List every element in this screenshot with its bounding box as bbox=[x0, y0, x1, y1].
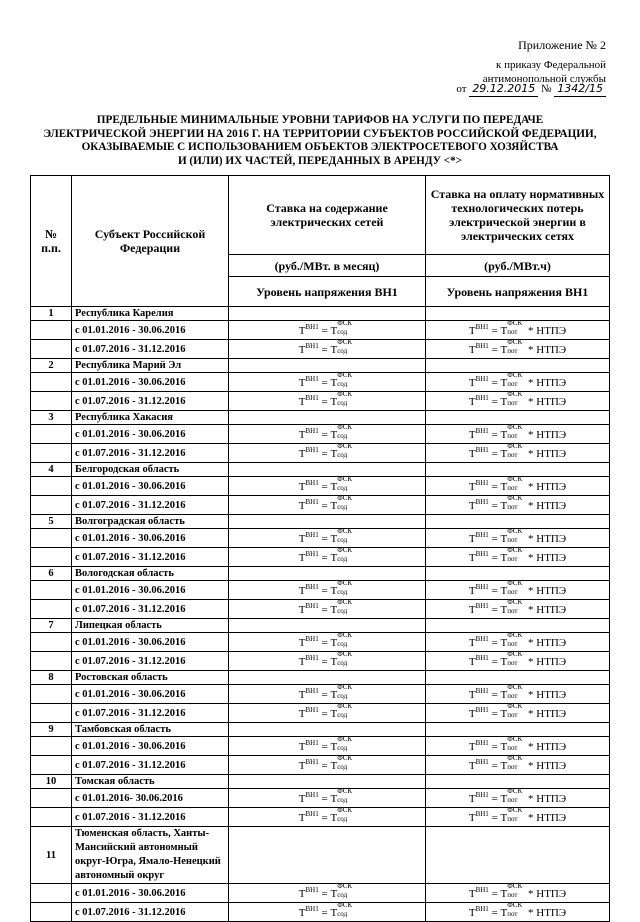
tariff-formula: $Т^{ВН1} = Т$ ФСК сод bbox=[298, 631, 353, 649]
empty-cell bbox=[31, 756, 72, 775]
period-row bbox=[31, 685, 610, 704]
loss-rate-cell bbox=[426, 789, 610, 808]
row-number: 11 bbox=[31, 827, 72, 884]
empty-cell bbox=[229, 359, 426, 373]
subject-name: Республика Хакасия bbox=[72, 411, 229, 425]
loss-rate-cell bbox=[426, 477, 610, 496]
table-row bbox=[31, 775, 610, 789]
number-label: № bbox=[541, 83, 552, 95]
period-row bbox=[31, 321, 610, 340]
title-line: И (ИЛИ) ИХ ЧАСТЕЙ, ПЕРЕДАННЫХ В АРЕНДУ <*> bbox=[177, 154, 463, 167]
maint-rate-cell bbox=[229, 685, 426, 704]
maint-rate-cell bbox=[229, 321, 426, 340]
period-row bbox=[31, 789, 610, 808]
period-row bbox=[31, 704, 610, 723]
period-row bbox=[31, 808, 610, 827]
period-label: с 01.07.2016 - 31.12.2016 bbox=[72, 652, 229, 671]
loss-rate-cell bbox=[426, 704, 610, 723]
table-row bbox=[31, 671, 610, 685]
tariff-formula: $Т^{ВН1} = Т$ ФСК пот * НТПЭ bbox=[468, 319, 567, 337]
maint-rate-cell bbox=[229, 633, 426, 652]
period-label: с 01.01.2016 - 30.06.2016 bbox=[72, 737, 229, 756]
maint-rate-cell bbox=[229, 496, 426, 515]
tariff-formula: $Т^{ВН1} = Т$ ФСК сод bbox=[298, 423, 353, 441]
empty-cell bbox=[31, 340, 72, 359]
tariff-formula: $Т^{ВН1} = Т$ ФСК пот * НТПЭ bbox=[468, 442, 567, 460]
unit-maint: (руб./МВт. в месяц) bbox=[229, 255, 426, 277]
maint-rate-cell bbox=[229, 444, 426, 463]
tariff-formula: $Т^{ВН1} = Т$ ФСК пот * НТПЭ bbox=[468, 735, 567, 753]
tariff-formula: $Т^{ВН1} = Т$ ФСК пот * НТПЭ bbox=[468, 683, 567, 701]
tariff-formula: $Т^{ВН1} = Т$ ФСК сод bbox=[298, 527, 353, 545]
period-label: с 01.01.2016 - 30.06.2016 bbox=[72, 373, 229, 392]
maint-rate-cell bbox=[229, 373, 426, 392]
row-number: 5 bbox=[31, 515, 72, 529]
period-label: с 01.01.2016 - 30.06.2016 bbox=[72, 321, 229, 340]
period-label: с 01.07.2016 - 31.12.2016 bbox=[72, 808, 229, 827]
period-row bbox=[31, 496, 610, 515]
maint-rate-cell bbox=[229, 789, 426, 808]
loss-rate-cell bbox=[426, 737, 610, 756]
table-row bbox=[31, 515, 610, 529]
tariff-formula: $Т^{ВН1} = Т$ ФСК пот * НТПЭ bbox=[468, 650, 567, 668]
col-header-subject: Субъект Российской Федерации bbox=[72, 176, 229, 307]
period-label: с 01.01.2016 - 30.06.2016 bbox=[72, 529, 229, 548]
tariff-formula: $Т^{ВН1} = Т$ ФСК сод bbox=[298, 579, 353, 597]
period-row bbox=[31, 548, 610, 567]
loss-rate-cell bbox=[426, 340, 610, 359]
tariff-formula: $Т^{ВН1} = Т$ ФСК сод bbox=[298, 650, 353, 668]
period-label: с 01.07.2016 - 31.12.2016 bbox=[72, 496, 229, 515]
col-header-rate-loss: Ставка на оплату нормативных технологических потерь электрической энергии в электрических сетях bbox=[426, 176, 610, 255]
period-label: с 01.07.2016 - 31.12.2016 bbox=[72, 600, 229, 619]
loss-rate-cell bbox=[426, 529, 610, 548]
empty-cell bbox=[31, 444, 72, 463]
row-number: 7 bbox=[31, 619, 72, 633]
loss-rate-cell bbox=[426, 685, 610, 704]
tariff-formula: $Т^{ВН1} = Т$ ФСК сод bbox=[298, 475, 353, 493]
tariff-formula: $Т^{ВН1} = Т$ ФСК пот * НТПЭ bbox=[468, 423, 567, 441]
period-row bbox=[31, 884, 610, 903]
row-number: 9 bbox=[31, 723, 72, 737]
period-row bbox=[31, 340, 610, 359]
loss-rate-cell bbox=[426, 633, 610, 652]
empty-cell bbox=[31, 581, 72, 600]
loss-rate-cell bbox=[426, 600, 610, 619]
empty-cell bbox=[31, 321, 72, 340]
empty-cell bbox=[229, 411, 426, 425]
title-line: ЭЛЕКТРИЧЕСКОЙ ЭНЕРГИИ НА 2016 Г. НА ТЕРРИТОРИИ СУБЪЕКТОВ РОССИЙСКОЙ ФЕДЕРАЦИИ, bbox=[43, 127, 597, 140]
empty-cell bbox=[31, 789, 72, 808]
maint-rate-cell bbox=[229, 737, 426, 756]
loss-rate-cell bbox=[426, 548, 610, 567]
table-row bbox=[31, 723, 610, 737]
tariff-formula: $Т^{ВН1} = Т$ ФСК сод bbox=[298, 390, 353, 408]
empty-cell bbox=[31, 496, 72, 515]
tariff-formula: $Т^{ВН1} = Т$ ФСК пот * НТПЭ bbox=[468, 702, 567, 720]
subject-name: Томская область bbox=[72, 775, 229, 789]
tariff-formula: $Т^{ВН1} = Т$ ФСК сод bbox=[298, 806, 353, 824]
subject-name: Тамбовская область bbox=[72, 723, 229, 737]
period-label: с 01.07.2016 - 31.12.2016 bbox=[72, 548, 229, 567]
subject-name: Ростовская область bbox=[72, 671, 229, 685]
maint-rate-cell bbox=[229, 704, 426, 723]
table-row bbox=[31, 827, 610, 884]
period-row bbox=[31, 581, 610, 600]
tariff-formula: $Т^{ВН1} = Т$ ФСК пот * НТПЭ bbox=[468, 338, 567, 356]
empty-cell bbox=[31, 600, 72, 619]
subject-name: Вологодская область bbox=[72, 567, 229, 581]
empty-cell bbox=[229, 723, 426, 737]
table-row bbox=[31, 307, 610, 321]
tariff-table bbox=[30, 175, 610, 922]
tariff-formula: $Т^{ВН1} = Т$ ФСК пот * НТПЭ bbox=[468, 787, 567, 805]
table-row bbox=[31, 463, 610, 477]
maint-rate-cell bbox=[229, 581, 426, 600]
empty-cell bbox=[229, 307, 426, 321]
period-row bbox=[31, 392, 610, 411]
loss-rate-cell bbox=[426, 884, 610, 903]
tariff-formula: $Т^{ВН1} = Т$ ФСК пот * НТПЭ bbox=[468, 527, 567, 545]
row-number: 3 bbox=[31, 411, 72, 425]
period-label: с 01.01.2016 - 30.06.2016 bbox=[72, 633, 229, 652]
empty-cell bbox=[229, 671, 426, 685]
unit-loss: (руб./МВт.ч) bbox=[426, 255, 610, 277]
loss-rate-cell bbox=[426, 321, 610, 340]
empty-cell bbox=[31, 884, 72, 903]
period-label: с 01.07.2016 - 31.12.2016 bbox=[72, 903, 229, 922]
tariff-formula: $Т^{ВН1} = Т$ ФСК пот * НТПЭ bbox=[468, 390, 567, 408]
maint-rate-cell bbox=[229, 477, 426, 496]
empty-cell bbox=[31, 652, 72, 671]
tariff-formula: $Т^{ВН1} = Т$ ФСК сод bbox=[298, 901, 353, 919]
period-label: с 01.07.2016 - 31.12.2016 bbox=[72, 444, 229, 463]
subject-name: Липецкая область bbox=[72, 619, 229, 633]
row-number: 1 bbox=[31, 307, 72, 321]
subject-name: Белгородская область bbox=[72, 463, 229, 477]
tariff-formula: $Т^{ВН1} = Т$ ФСК сод bbox=[298, 442, 353, 460]
voltage-maint: Уровень напряжения ВН1 bbox=[229, 277, 426, 307]
period-label: с 01.01.2016 - 30.06.2016 bbox=[72, 477, 229, 496]
period-label: с 01.07.2016 - 31.12.2016 bbox=[72, 756, 229, 775]
subject-name: Республика Марий Эл bbox=[72, 359, 229, 373]
tariff-formula: $Т^{ВН1} = Т$ ФСК пот * НТПЭ bbox=[468, 494, 567, 512]
tariff-formula: $Т^{ВН1} = Т$ ФСК пот * НТПЭ bbox=[468, 806, 567, 824]
empty-cell bbox=[31, 425, 72, 444]
loss-rate-cell bbox=[426, 373, 610, 392]
tariff-formula: $Т^{ВН1} = Т$ ФСК пот * НТПЭ bbox=[468, 579, 567, 597]
tariff-formula: $Т^{ВН1} = Т$ ФСК пот * НТПЭ bbox=[468, 546, 567, 564]
empty-cell bbox=[229, 567, 426, 581]
tariff-formula: $Т^{ВН1} = Т$ ФСК сод bbox=[298, 683, 353, 701]
order-date: 29.12.2015 bbox=[469, 82, 538, 97]
tariff-formula: $Т^{ВН1} = Т$ ФСК сод bbox=[298, 598, 353, 616]
period-row bbox=[31, 903, 610, 922]
order-line-2: антимонопольной службы bbox=[482, 73, 606, 85]
loss-rate-cell bbox=[426, 496, 610, 515]
row-number: 4 bbox=[31, 463, 72, 477]
maint-rate-cell bbox=[229, 808, 426, 827]
tariff-formula: $Т^{ВН1} = Т$ ФСК пот * НТПЭ bbox=[468, 901, 567, 919]
tariff-formula: $Т^{ВН1} = Т$ ФСК пот * НТПЭ bbox=[468, 371, 567, 389]
tariff-formula: $Т^{ВН1} = Т$ ФСК пот * НТПЭ bbox=[468, 754, 567, 772]
period-row bbox=[31, 477, 610, 496]
subject-name: Волгоградская область bbox=[72, 515, 229, 529]
loss-rate-cell bbox=[426, 756, 610, 775]
order-number: 1342/15 bbox=[554, 82, 606, 97]
period-row bbox=[31, 529, 610, 548]
subject-name: Республика Карелия bbox=[72, 307, 229, 321]
loss-rate-cell bbox=[426, 392, 610, 411]
table-body bbox=[31, 307, 610, 922]
tariff-formula: $Т^{ВН1} = Т$ ФСК сод bbox=[298, 319, 353, 337]
period-label: с 01.07.2016 - 31.12.2016 bbox=[72, 704, 229, 723]
empty-cell bbox=[31, 808, 72, 827]
period-label: с 01.07.2016 - 31.12.2016 bbox=[72, 340, 229, 359]
tariff-formula: $Т^{ВН1} = Т$ ФСК пот * НТПЭ bbox=[468, 882, 567, 900]
loss-rate-cell bbox=[426, 425, 610, 444]
tariff-formula: $Т^{ВН1} = Т$ ФСК пот * НТПЭ bbox=[468, 631, 567, 649]
empty-cell bbox=[229, 775, 426, 789]
empty-cell bbox=[229, 515, 426, 529]
tariff-formula: $Т^{ВН1} = Т$ ФСК сод bbox=[298, 754, 353, 772]
tariff-formula: $Т^{ВН1} = Т$ ФСК пот * НТПЭ bbox=[468, 475, 567, 493]
table-row bbox=[31, 567, 610, 581]
period-row bbox=[31, 633, 610, 652]
from-label: от bbox=[456, 83, 467, 95]
period-row bbox=[31, 444, 610, 463]
tariff-formula: $Т^{ВН1} = Т$ ФСК сод bbox=[298, 494, 353, 512]
period-label: с 01.01.2016 - 30.06.2016 bbox=[72, 884, 229, 903]
period-row bbox=[31, 652, 610, 671]
loss-rate-cell bbox=[426, 903, 610, 922]
empty-cell bbox=[31, 477, 72, 496]
empty-cell bbox=[229, 827, 426, 884]
period-label: с 01.01.2016- 30.06.2016 bbox=[72, 789, 229, 808]
empty-cell bbox=[31, 903, 72, 922]
document-title bbox=[40, 114, 600, 168]
table-row bbox=[31, 619, 610, 633]
col-header-no: № п.п. bbox=[31, 176, 72, 307]
loss-rate-cell bbox=[426, 581, 610, 600]
tariff-formula: $Т^{ВН1} = Т$ ФСК сод bbox=[298, 546, 353, 564]
maint-rate-cell bbox=[229, 340, 426, 359]
period-row bbox=[31, 373, 610, 392]
empty-cell bbox=[31, 633, 72, 652]
period-label: с 01.01.2016 - 30.06.2016 bbox=[72, 581, 229, 600]
loss-rate-cell bbox=[426, 652, 610, 671]
maint-rate-cell bbox=[229, 903, 426, 922]
period-row bbox=[31, 600, 610, 619]
row-number: 8 bbox=[31, 671, 72, 685]
empty-cell bbox=[31, 548, 72, 567]
row-number: 2 bbox=[31, 359, 72, 373]
maint-rate-cell bbox=[229, 529, 426, 548]
tariff-formula: $Т^{ВН1} = Т$ ФСК пот * НТПЭ bbox=[468, 598, 567, 616]
period-label: с 01.01.2016 - 30.06.2016 bbox=[72, 425, 229, 444]
row-number: 10 bbox=[31, 775, 72, 789]
maint-rate-cell bbox=[229, 392, 426, 411]
title-line: ОКАЗЫВАЕМЫЕ С ИСПОЛЬЗОВАНИЕМ ОБЪЕКТОВ ЭЛЕКТРОСЕТЕВОГО ХОЗЯЙСТВА bbox=[81, 141, 559, 153]
period-label: с 01.01.2016 - 30.06.2016 bbox=[72, 685, 229, 704]
empty-cell bbox=[229, 463, 426, 477]
maint-rate-cell bbox=[229, 425, 426, 444]
appendix-number: Приложение № 2 bbox=[518, 38, 606, 52]
empty-cell bbox=[229, 619, 426, 633]
tariff-formula: $Т^{ВН1} = Т$ ФСК сод bbox=[298, 787, 353, 805]
voltage-loss: Уровень напряжения ВН1 bbox=[426, 277, 610, 307]
maint-rate-cell bbox=[229, 548, 426, 567]
period-row bbox=[31, 425, 610, 444]
tariff-formula: $Т^{ВН1} = Т$ ФСК сод bbox=[298, 371, 353, 389]
tariff-formula: $Т^{ВН1} = Т$ ФСК сод bbox=[298, 702, 353, 720]
empty-cell bbox=[31, 704, 72, 723]
col-header-rate-maint: Ставка на содержание электрических сетей bbox=[229, 176, 426, 255]
empty-cell bbox=[31, 373, 72, 392]
row-number: 6 bbox=[31, 567, 72, 581]
empty-cell bbox=[426, 827, 610, 884]
table-row bbox=[31, 411, 610, 425]
title-line: ПРЕДЕЛЬНЫЕ МИНИМАЛЬНЫЕ УРОВНИ ТАРИФОВ НА УСЛУГИ ПО ПЕРЕДАЧЕ bbox=[96, 114, 544, 126]
tariff-formula: $Т^{ВН1} = Т$ ФСК сод bbox=[298, 338, 353, 356]
table-row bbox=[31, 359, 610, 373]
tariff-formula: $Т^{ВН1} = Т$ ФСК сод bbox=[298, 735, 353, 753]
period-row bbox=[31, 756, 610, 775]
empty-cell bbox=[31, 685, 72, 704]
period-label: с 01.07.2016 - 31.12.2016 bbox=[72, 392, 229, 411]
period-row bbox=[31, 737, 610, 756]
maint-rate-cell bbox=[229, 756, 426, 775]
loss-rate-cell bbox=[426, 808, 610, 827]
maint-rate-cell bbox=[229, 600, 426, 619]
empty-cell bbox=[31, 529, 72, 548]
empty-cell bbox=[31, 737, 72, 756]
order-line-1: к приказу Федеральной bbox=[496, 59, 606, 71]
empty-cell bbox=[31, 392, 72, 411]
tariff-formula: $Т^{ВН1} = Т$ ФСК сод bbox=[298, 882, 353, 900]
order-date-number bbox=[456, 82, 606, 97]
loss-rate-cell bbox=[426, 444, 610, 463]
maint-rate-cell bbox=[229, 884, 426, 903]
subject-name: Тюменская область, Ханты-Мансийский автономный округ-Югра, Ямало-Ненецкий автономный округ bbox=[72, 827, 229, 884]
maint-rate-cell bbox=[229, 652, 426, 671]
